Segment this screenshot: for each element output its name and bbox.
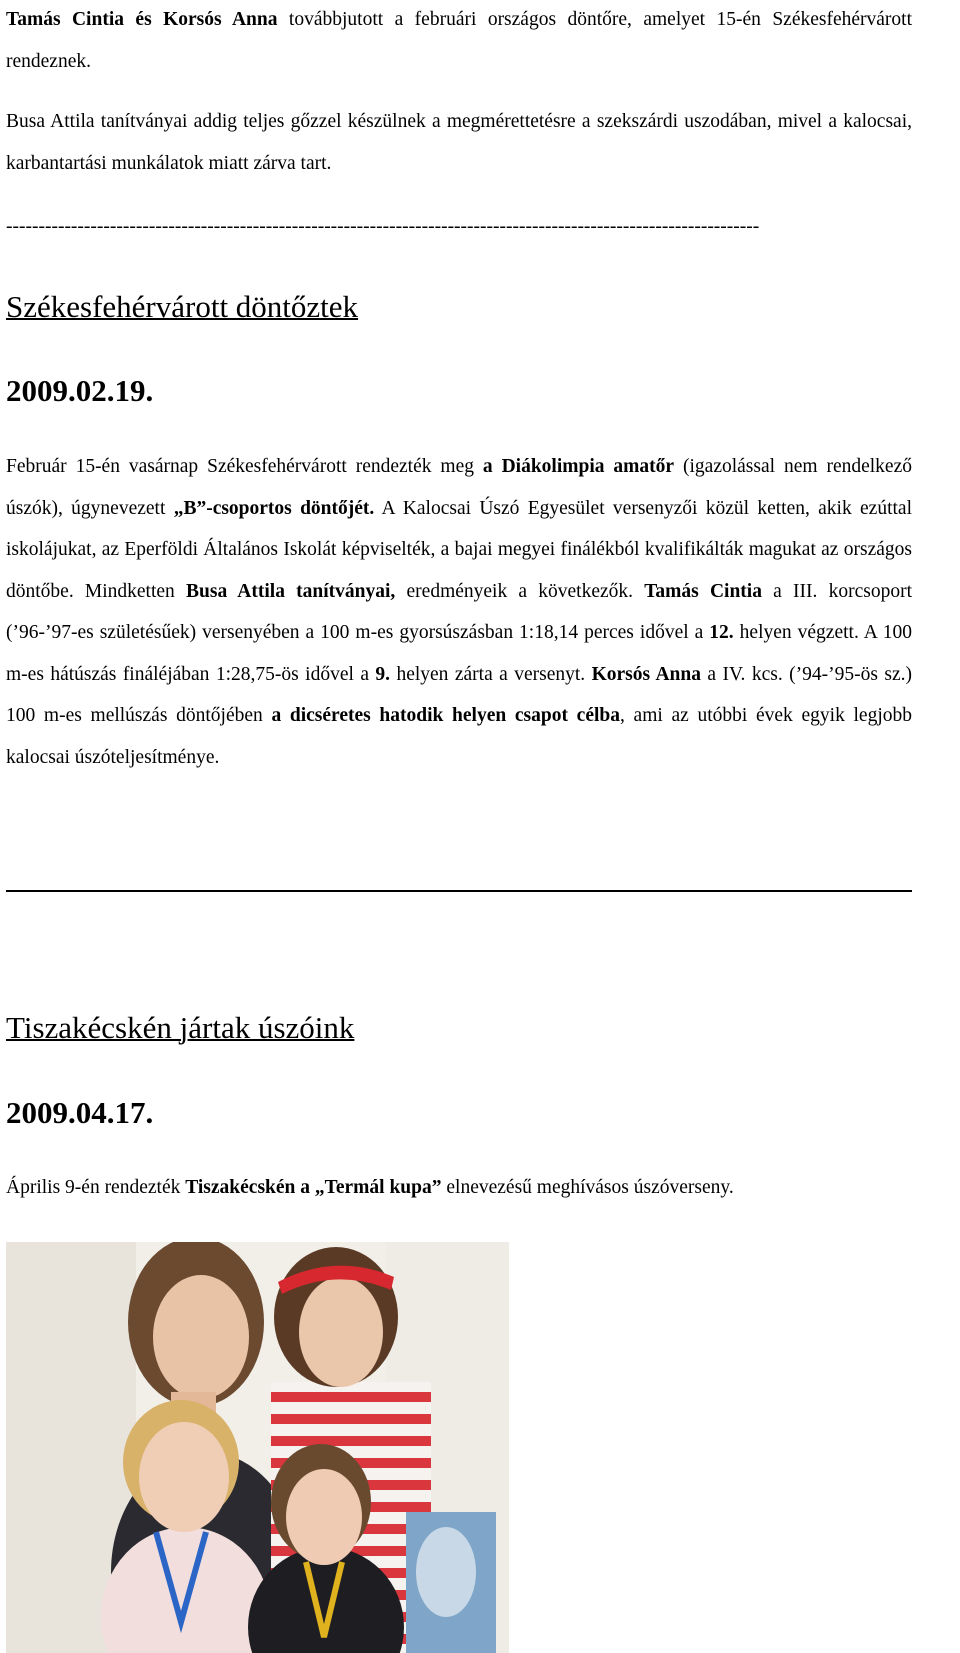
body-text: a IV. kcs. (’94-’95-ös sz.) 100 m-es mellúszás döntőjében xyxy=(6,663,912,726)
body-bold: Tamás Cintia xyxy=(644,580,762,602)
horizontal-rule xyxy=(6,890,912,892)
body-bold: 9. xyxy=(375,663,391,685)
body-text: (igazolással nem rendelkező úszók), úgynevezett xyxy=(6,456,912,519)
body-text: Április 9-én rendezték xyxy=(6,1177,186,1198)
body-text: Február 15-én vasárnap Székesfehérvárott rendezték meg xyxy=(6,456,483,477)
body-bold: Tiszakécskén a „Termál kupa” xyxy=(185,1177,442,1198)
article-body-szekesfehervar xyxy=(6,446,912,778)
article-date-szekesfehervar: 2009.02.19. xyxy=(6,373,154,408)
training-paragraph: Busa Attila tanítványai addig teljes gőzzel készülnek a megmérettetésre a szekszárdi uszodában, mivel a kalocsai, karbantartási munkálatok miatt zárva tart. xyxy=(6,111,912,174)
intro-paragraph xyxy=(6,0,912,82)
body-bold: Korsós Anna xyxy=(591,663,701,685)
body-bold: 12. xyxy=(709,622,734,643)
article-body-tiszakecske xyxy=(6,1167,912,1209)
body-text: helyen végzett. A 100 m-es hátúszás fináléjában 1:28,75-ös idővel a xyxy=(6,622,912,685)
article-title-szekesfehervar: Székesfehérvárott döntőztek xyxy=(6,289,359,324)
intro-text: továbbjutott a februári országos döntőre, amelyet 15-én Székesfehérvárott rendeznek. xyxy=(6,9,913,72)
swimmers-photo-illustration xyxy=(6,1242,509,1653)
body-bold: a Diákolimpia amatőr xyxy=(482,456,675,477)
body-bold: a dicséretes hatodik helyen csapot célba xyxy=(271,705,620,726)
article-date-tiszakecske: 2009.04.17. xyxy=(6,1095,154,1130)
body-bold: „B”-csoportos döntőjét. xyxy=(173,497,375,519)
body-text: elnevezésű meghívásos úszóverseny. xyxy=(441,1177,734,1198)
dashed-separator: -------------------------------------------------------------------------------------------------------------------- xyxy=(6,216,760,237)
body-bold: Busa Attila tanítványai, xyxy=(186,580,396,602)
article-title-tiszakecske: Tiszakécskén jártak úszóink xyxy=(6,1010,355,1045)
body-text: helyen zárta a versenyt. xyxy=(390,663,592,685)
body-text: eredményeik a következők. xyxy=(395,580,645,602)
swimmers-photo xyxy=(6,1242,509,1653)
intro-names: Tamás Cintia és Korsós Anna xyxy=(6,9,278,30)
body-text: A Kalocsai Úszó Egyesület versenyzői közül ketten, akik ezúttal iskolájukat, az Eperföldi Általános Iskolát képviselték, a bajai megyei finálékból kvalifikálták magukat az országos döntőbe. Mindketten xyxy=(6,497,912,602)
body-text: a III. korcsoport (’96-’97-es születésűek) versenyében a 100 m-es gyorsúszásban 1:18,14 perces idővel a xyxy=(6,580,912,643)
body-text: , ami az utóbbi évek egyik legjobb kalocsai úszóteljesítménye. xyxy=(6,705,912,768)
